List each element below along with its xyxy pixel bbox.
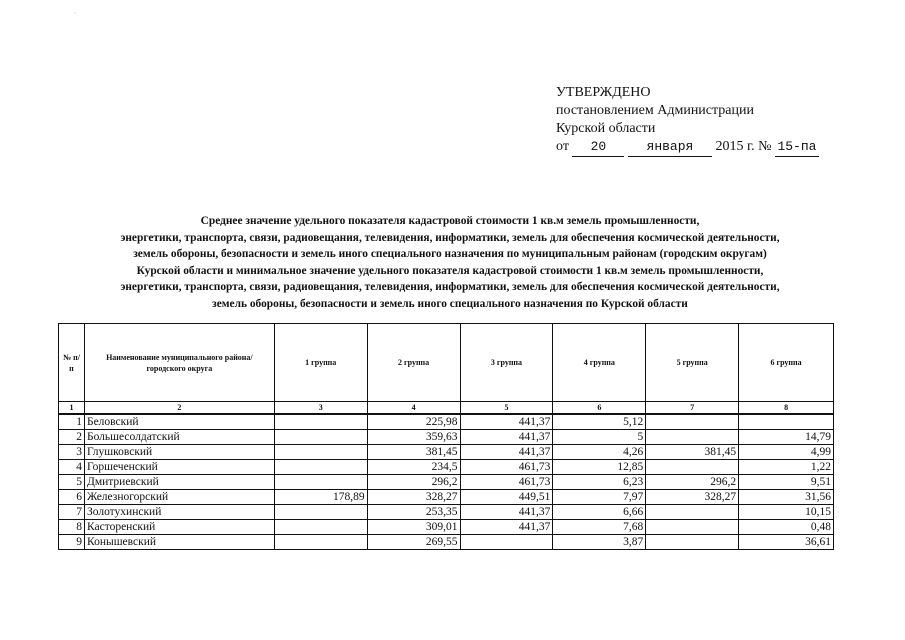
- column-index: 5: [460, 402, 553, 415]
- column-index: 8: [739, 402, 834, 415]
- column-index: 4: [367, 402, 460, 415]
- group-value-cell: [274, 475, 367, 490]
- group-value-cell: 309,01: [367, 520, 460, 535]
- col-header-group-3: 3 группа: [460, 324, 553, 402]
- table-row: [59, 475, 834, 490]
- group-value-cell: [274, 520, 367, 535]
- column-index: 3: [274, 402, 367, 415]
- table-row: [59, 505, 834, 520]
- group-value-cell: [739, 414, 834, 430]
- approval-line-2: Курской области: [556, 121, 656, 136]
- group-value-cell: 359,63: [367, 430, 460, 445]
- district-name-cell: Конышевский: [84, 535, 274, 550]
- col-header-group-5: 5 группа: [646, 324, 739, 402]
- column-index: 1: [59, 402, 85, 415]
- title-line: энергетики, транспорта, связи, радиовещания, телевидения, информатики, земель для обеспечения космической деятельности,: [120, 281, 780, 293]
- table-row: [59, 430, 834, 445]
- group-value-cell: [274, 460, 367, 475]
- group-value-cell: 328,27: [367, 490, 460, 505]
- table-row: [59, 445, 834, 460]
- table-header-row: [59, 324, 834, 402]
- group-value-cell: 461,73: [460, 460, 553, 475]
- group-value-cell: 178,89: [274, 490, 367, 505]
- group-value-cell: 14,79: [739, 430, 834, 445]
- date-prefix: от: [556, 139, 569, 154]
- group-value-cell: 381,45: [367, 445, 460, 460]
- district-name-cell: Глушковский: [84, 445, 274, 460]
- group-value-cell: 461,73: [460, 475, 553, 490]
- group-value-cell: 441,37: [460, 445, 553, 460]
- title-line: земель обороны, безопасности и земель иного специального назначения по Курской области: [212, 297, 688, 310]
- table-row: [59, 490, 834, 505]
- row-number-cell: 4: [59, 460, 85, 475]
- row-number-cell: 7: [59, 505, 85, 520]
- col-header-group-4: 4 группа: [553, 324, 646, 402]
- document-title: [55, 213, 845, 312]
- group-value-cell: 441,37: [460, 414, 553, 430]
- group-value-cell: 253,35: [367, 505, 460, 520]
- title-line: земель обороны, безопасности и земель иного специального назначения по муниципальным районам (городским округам): [133, 248, 767, 260]
- doc-number: 15-па: [775, 138, 819, 157]
- approval-line-1: постановлением Администрации: [556, 103, 754, 118]
- group-value-cell: 441,37: [460, 520, 553, 535]
- group-value-cell: 449,51: [460, 490, 553, 505]
- group-value-cell: [274, 505, 367, 520]
- group-value-cell: 234,5: [367, 460, 460, 475]
- column-index: 2: [84, 402, 274, 415]
- group-value-cell: [646, 505, 739, 520]
- group-value-cell: 31,56: [739, 490, 834, 505]
- title-line: Курской области и минимальное значение удельного показателя кадастровой стоимости 1 кв.м земель промышленности,: [136, 264, 764, 277]
- group-value-cell: [646, 414, 739, 430]
- row-number-cell: 1: [59, 414, 85, 430]
- approval-date-line: [556, 138, 819, 157]
- group-value-cell: 10,15: [739, 505, 834, 520]
- group-value-cell: 6,23: [553, 475, 646, 490]
- row-number-cell: 9: [59, 535, 85, 550]
- title-line: Среднее значение удельного показателя кадастровой стоимости 1 кв.м земель промышленности,: [200, 215, 700, 227]
- group-value-cell: [274, 414, 367, 430]
- date-month: января: [628, 138, 712, 157]
- column-index: 6: [553, 402, 646, 415]
- table-row: [59, 520, 834, 535]
- scan-mark: `: [74, 13, 76, 19]
- district-name-cell: Большесолдатский: [84, 430, 274, 445]
- row-number-cell: 5: [59, 475, 85, 490]
- col-header-group-6: 6 группа: [739, 324, 834, 402]
- group-value-cell: [460, 535, 553, 550]
- group-value-cell: 4,26: [553, 445, 646, 460]
- district-name-cell: Горшеченский: [84, 460, 274, 475]
- row-number-cell: 8: [59, 520, 85, 535]
- group-value-cell: [646, 460, 739, 475]
- group-value-cell: 7,97: [553, 490, 646, 505]
- district-name-cell: Дмитриевский: [84, 475, 274, 490]
- group-value-cell: 328,27: [646, 490, 739, 505]
- column-index: 7: [646, 402, 739, 415]
- col-header-district: Наименование муниципального района/городского округа: [84, 324, 274, 402]
- col-header-group-1: 1 группа: [274, 324, 367, 402]
- date-day: 20: [572, 138, 624, 157]
- group-value-cell: [646, 535, 739, 550]
- district-name-cell: Железногорский: [84, 490, 274, 505]
- group-value-cell: [274, 445, 367, 460]
- group-value-cell: 36,61: [739, 535, 834, 550]
- group-value-cell: 269,55: [367, 535, 460, 550]
- group-value-cell: 381,45: [646, 445, 739, 460]
- table-row: [59, 414, 834, 430]
- row-number-cell: 3: [59, 445, 85, 460]
- col-header-number: № п/п: [59, 324, 85, 402]
- group-value-cell: [274, 535, 367, 550]
- group-value-cell: 225,98: [367, 414, 460, 430]
- group-value-cell: 0,48: [739, 520, 834, 535]
- group-value-cell: 5,12: [553, 414, 646, 430]
- approval-heading: УТВЕРЖДЕНО: [556, 85, 651, 100]
- group-value-cell: 12,85: [553, 460, 646, 475]
- table-row: [59, 460, 834, 475]
- date-year: 2015 г. №: [715, 139, 772, 154]
- group-value-cell: 4,99: [739, 445, 834, 460]
- cadastral-value-table: [58, 323, 834, 550]
- group-value-cell: 296,2: [367, 475, 460, 490]
- district-name-cell: Золотухинский: [84, 505, 274, 520]
- table-row: [59, 535, 834, 550]
- group-value-cell: 1,22: [739, 460, 834, 475]
- group-value-cell: 441,37: [460, 430, 553, 445]
- approval-stamp: [556, 84, 819, 157]
- col-header-group-2: 2 группа: [367, 324, 460, 402]
- group-value-cell: [274, 430, 367, 445]
- district-name-cell: Касторенский: [84, 520, 274, 535]
- row-number-cell: 6: [59, 490, 85, 505]
- group-value-cell: 3,87: [553, 535, 646, 550]
- title-line: энергетики, транспорта, связи, радиовещания, телевидения, информатики, земель для обеспечения космической деятельности,: [120, 231, 780, 244]
- row-number-cell: 2: [59, 430, 85, 445]
- group-value-cell: 9,51: [739, 475, 834, 490]
- column-index-row: [59, 402, 834, 415]
- group-value-cell: [646, 520, 739, 535]
- district-name-cell: Беловский: [84, 414, 274, 430]
- group-value-cell: 7,68: [553, 520, 646, 535]
- group-value-cell: 296,2: [646, 475, 739, 490]
- group-value-cell: 441,37: [460, 505, 553, 520]
- group-value-cell: [646, 430, 739, 445]
- group-value-cell: 6,66: [553, 505, 646, 520]
- group-value-cell: 5: [553, 430, 646, 445]
